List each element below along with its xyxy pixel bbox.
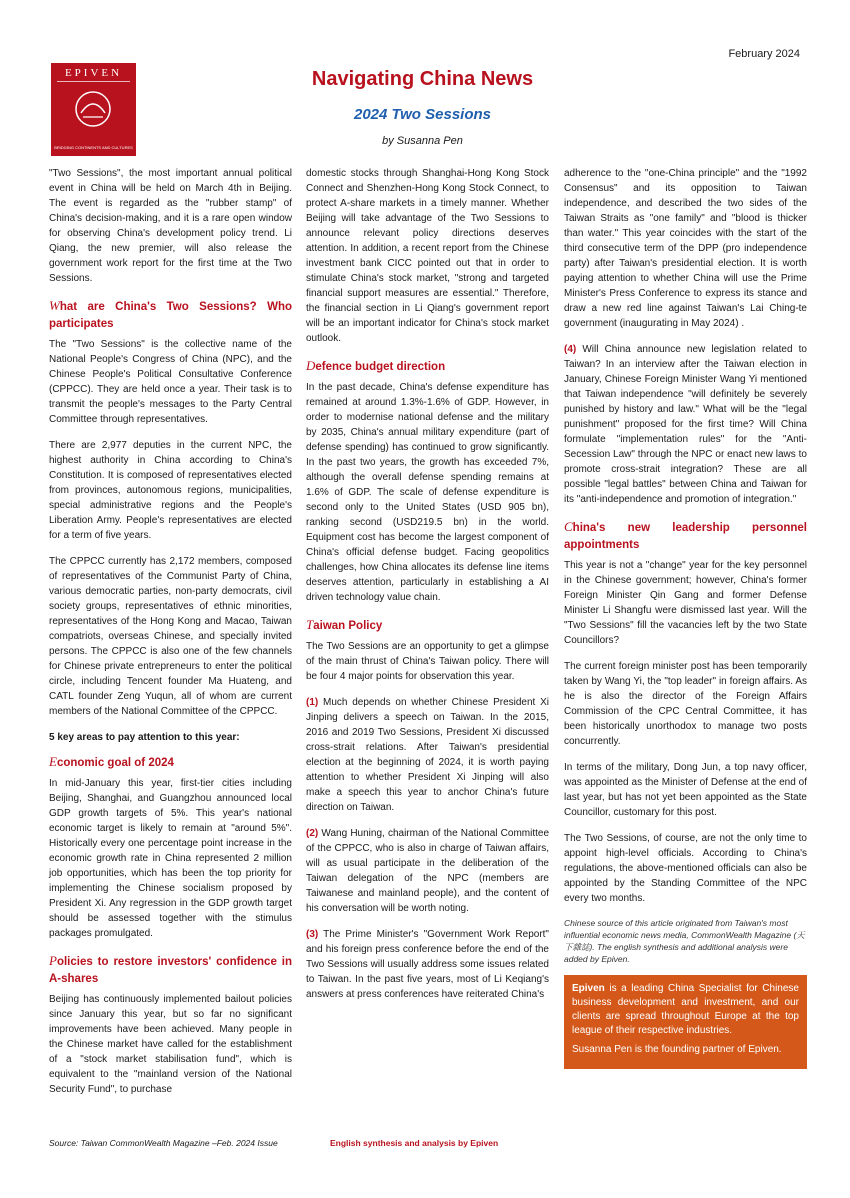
byline: by Susanna Pen [382, 135, 463, 147]
section-heading: Policies to restore investors' confidence in A-shares [49, 953, 292, 985]
numbered-point: (1) Much depends on whether Chinese President Xi Jinping delivers a speech on Taiwan. In the 2015, 2016 and 2019 Two Sessions, President Xi discussed cross-strait relations. After Taiwan's presidential election at the beginning of 2024, it is worth paying attention to whether President Xi Jinping will also make a speech this year to anchor China's future direction on Taiwan. [306, 697, 549, 813]
body-paragraph: In terms of the military, Dong Jun, a top navy officer, was appointed as the Minister of Defense at the end of last year, but has not yet been appointed as the State Councillor, customary for this post. [564, 762, 807, 818]
section-heading: Defence budget direction [306, 358, 446, 373]
body-paragraph: adherence to the "one-China principle" and the "1992 Consensus" and its opposition to Taiwan independence, and described the two sides of the Taiwan Straits as "one family" and "blood is thicker than water." This year coincides with the start of the third consecutive term of the DPP (pro independence party) after Taiwan's presidential election. It is worth paying attention to whether China will use the Prime Minister's Press Conference to express its stance and draw a new red line against Taiwan's Lai Ching-te government (inaugurating in May 2024) . [564, 168, 807, 329]
body-paragraph: Beijing has continuously implemented bailout policies since January this year, but so far no significant improvements have been achieved. Many people in the Chinese market have called for the establishment of a "stock market stabilisation fund", which is equivalent to the "mainland version of the National Security Fund", to purchase [49, 994, 292, 1095]
founder-text: Susanna Pen is the founding partner of Epiven. [572, 1044, 782, 1055]
newsletter-subtitle: 2024 Two Sessions [353, 106, 491, 123]
body-paragraph: There are 2,977 deputies in the current NPC, the highest authority in China according to China's Constitution. It is composed of representatives elected from provinces, autonomous regions, municipalities, special administrative regions and the People's Liberation Army. People's representatives are elected for a term of five years. [49, 440, 292, 541]
column-3 [564, 166, 807, 1069]
body-paragraph: The Two Sessions, of course, are not the only time to appoint high-level officials. According to China's regulations, the above-mentioned officials can also be appointed by the Standing Committee of the NPC every two months. [564, 833, 807, 904]
column-1 [49, 166, 292, 1108]
section-heading: Taiwan Policy [306, 617, 383, 632]
body-paragraph: The "Two Sessions" is the collective name of the National People's Congress of China (NPC), and the Chinese People's Political Consultative Conference (CPPCC). They are held once a year. Their task is to transmit the people's messages to the Party Central Committee through representatives. [49, 339, 292, 425]
epiven-logo [51, 63, 136, 156]
numbered-point: (3) The Prime Minister's "Government Work Report" and his foreign press conference before the end of the Two Sessions will usually address some issues related to Taiwan. In the past five years, most of Li Keqiang's answers at press conferences have reiterated China's [306, 929, 549, 1000]
body-paragraph: The CPPCC currently has 2,172 members, composed of representatives of the Communist Party of China, various democratic parties, non-party democrats, civil society groups, representatives of ethnic minorities, representatives of the Hong Kong and Macao, Taiwan compatriots, overseas Chinese, and specially invited persons. The CPPCC is also one of the few channels for Chinese private entrepreneurs to enter the political circle, including Tencent founder Ma Huateng, and CATL founder Zeng Yuqun, all of whom are current members of the National Committee of the CPPCC. [49, 556, 292, 717]
body-paragraph: In the past decade, China's defense expenditure has remained at around 1.3%-1.6% of GDP. However, in order to modernise national defense and the military by 2035, China's annual military expenditure (part of defense spending) has continued to grow significantly. In the past two years, the growth has exceeded 7%, although the overall defense spending remains at 1.6% of GDP. The scale of defense expenditure is second only to the United States (USD 905 bn), ranking second (USD219.5 bn) in the world. Equipment cost has become the largest component of China's official defense budget. Facing geopolitics challenges, how China allocates its defense line items deserves attention, particularly in establishing a AI driven technology value chain. [306, 382, 549, 603]
logo-tagline: BRIDGING CONTINENTS AND CULTURES [54, 145, 133, 150]
logo-mark-icon [71, 87, 115, 131]
body-paragraph: In mid-January this year, first-tier cities including Beijing, Shanghai, and Guangzhou announced local GDP growth targets of 5%. This year's national economic target is likely to remain at "around 5%". Historically every one percentage point increase in the economic growth rate in China represented 2 million job opportunities, which has been the top priority for implementing the Chinese socialism proposed by President Xi. Any regression in the GDP growth target should be assessed together with the stimulus packages promulgated. [49, 778, 292, 939]
numbered-point: (4) Will China announce new legislation related to Taiwan? In an interview after the Taiwan election in January, Chinese Foreign Minister Wang Yi mentioned that Taiwan independence "will definitely be severely punished by history and law." What will be the "legal punishment" proposed for the first time? Will China formulate "implementation rules" for the "Anti-Secession Law" through the NPC or enact new laws to promote cross-strait integration? These are all possible "legal battles" between China and Taiwan for its "anti-independence and promotion of integration." [564, 344, 807, 505]
section-heading: What are China's Two Sessions? Who participates [49, 298, 292, 330]
intro-paragraph: "Two Sessions", the most important annual political event in China will be held on March 4th in Beijing. The event is regarded as the "rubber stamp" of China's decision-making, and it is a rare open window for observing China's development policy trend. Li Qiang, the new premier, will also release the government work report for the first time at the Two Sessions. [49, 168, 292, 284]
body-paragraph: domestic stocks through Shanghai-Hong Kong Stock Connect and Shenzhen-Hong Kong Stock Connect, to protect A-share markets in a timely manner. Whether Beijing will take advantage of the Two Sessions to announce relevant policy directions deserves attention. In addition, a recent report from the Chinese investment bank CICC pointed out that in order to stimulate China's stock market, "strong and targeted financial support measures are essential." Therefore, the financial section in Li Qiang's government report will be an important indicator for China's stock market outlook. [306, 168, 549, 344]
body-paragraph: This year is not a "change" year for the key personnel in the Chinese government; however, China's former Foreign Minister Qin Gang and former Defense Minister Li Shangfu were dismissed last year. Will the "Two Sessions" fill the vacancies left by the two State Councillors? [564, 560, 807, 646]
column-2 [306, 166, 549, 1013]
about-text: Epiven is a leading China Specialist for Chinese business development and investment, and our clients are spread throughout Europe at the top league of their respective industries. [572, 983, 799, 1036]
section-heading: China's new leadership personnel appointments [564, 519, 807, 551]
section-heading: Economic goal of 2024 [49, 754, 174, 769]
source-note: Chinese source of this article originated from Taiwan's most influential economic news media, CommonWealth Magazine (天下雜誌). The english synthesis and additional analysis were added by Epiven. [564, 918, 805, 964]
newsletter-title: Navigating China News [311, 68, 534, 90]
body-paragraph: The Two Sessions are an opportunity to get a glimpse of the main thrust of China's Taiwan policy. There will be four 4 major points for observation this year. [306, 641, 549, 682]
body-paragraph: The current foreign minister post has been temporarily taken by Wang Yi, the "top leader" in foreign affairs. As he is also the director of the Foreign Affairs Commission of the CPC Central Committee, it has been historically unorthodox to manage two posts concurrently. [564, 661, 807, 747]
key-areas-heading: 5 key areas to pay attention to this year: [49, 732, 240, 743]
numbered-point: (2) Wang Huning, chairman of the National Committee of the CPPCC, who is also in charge of Taiwan affairs, will as usual participate in the deliberation of the Taiwan delegation of the NPC (members are Taiwanese and mainland people), and the content of his conversation will be worth noting. [306, 828, 550, 914]
footer-source: Source: Taiwan CommonWealth Magazine –Feb. 2024 Issue [49, 1138, 278, 1148]
about-box [564, 975, 807, 1069]
issue-date: February 2024 [728, 48, 800, 60]
footer-credit: English synthesis and analysis by Epiven [330, 1138, 499, 1148]
logo-name: EPIVEN [57, 67, 130, 82]
